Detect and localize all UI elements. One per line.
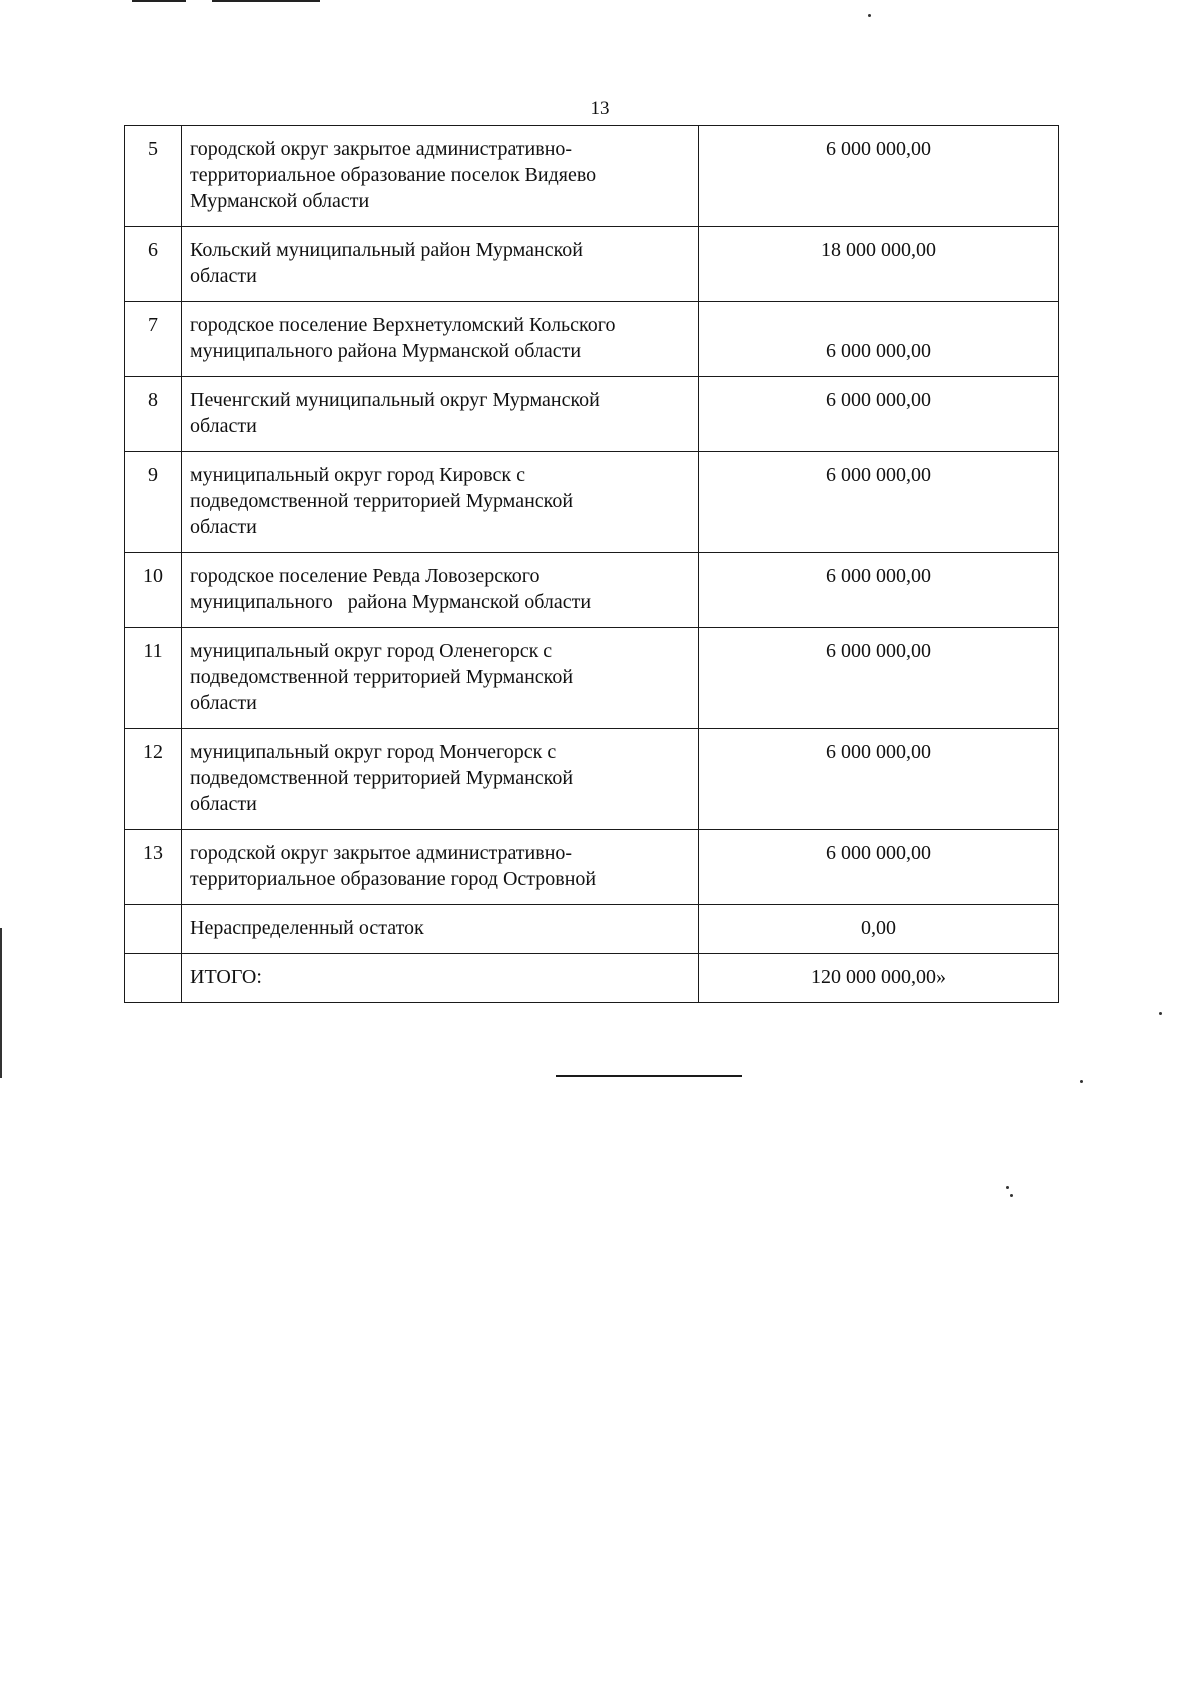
table-row [125,377,1059,452]
municipality-name [182,377,699,452]
name-line: городской округ закрытое административно- [190,842,573,864]
name-line: Печенгский муниципальный округ Мурманской [190,389,600,411]
table-row [125,729,1059,830]
top-rule-left [132,0,186,2]
amount-cell: 6 000 000,00 [699,126,1059,227]
municipality-name [182,729,699,830]
row-number: 12 [125,729,182,830]
municipality-name [182,553,699,628]
amount-cell: 6 000 000,00 [699,553,1059,628]
scan-speck [1006,1186,1009,1189]
name-line: территориальное образование поселок Видяево [190,164,597,186]
name-line: подведомственной территорией Мурманской [190,767,574,789]
scan-speck [868,14,871,17]
amount-cell: 6 000 000,00 [699,377,1059,452]
amount-cell: 6 000 000,00 [699,628,1059,729]
total-label: ИТОГО: [182,954,699,1003]
table-row-remainder [125,905,1059,954]
table-row [125,553,1059,628]
row-number: 6 [125,227,182,302]
name-line: области [190,793,257,815]
scan-speck [1010,1194,1013,1197]
top-rule-right [212,0,320,2]
row-number: 9 [125,452,182,553]
name-line: области [190,415,257,437]
scan-margin-mark [0,928,2,1078]
municipality-name [182,227,699,302]
scan-speck [1159,1012,1162,1015]
municipality-name [182,628,699,729]
name-line: области [190,265,257,287]
municipality-name [182,126,699,227]
table-row [125,302,1059,377]
row-number: 5 [125,126,182,227]
municipality-name [182,452,699,553]
name-line: муниципальный округ город Кировск с [190,464,525,486]
amount-cell: 6 000 000,00 [699,830,1059,905]
amount-cell: 18 000 000,00 [699,227,1059,302]
name-line: муниципальный округ город Оленегорск с [190,640,553,662]
name-line: городское поселение Ревда Ловозерского [190,565,540,587]
row-number: 11 [125,628,182,729]
total-amount: 120 000 000,00» [699,954,1059,1003]
remainder-amount: 0,00 [699,905,1059,954]
allocation-table [124,125,1059,1003]
row-number: 8 [125,377,182,452]
name-line: территориальное образование город Островной [190,868,597,890]
table-row [125,628,1059,729]
amount-cell: 6 000 000,00 [699,452,1059,553]
row-number-empty [125,954,182,1003]
name-line: городской округ закрытое административно- [190,138,573,160]
amount-cell: 6 000 000,00 [699,729,1059,830]
row-number-empty [125,905,182,954]
table-row [125,126,1059,227]
name-line: городское поселение Верхнетуломский Кольского [190,314,616,336]
municipality-name [182,830,699,905]
row-number: 10 [125,553,182,628]
table-row [125,227,1059,302]
remainder-label: Нераспределенный остаток [182,905,699,954]
name-line: подведомственной территорией Мурманской [190,490,574,512]
closing-line [556,1075,742,1077]
table-row [125,830,1059,905]
name-line: муниципального района Мурманской области [190,340,582,362]
name-line: области [190,516,257,538]
name-line: Мурманской области [190,190,370,212]
municipality-name [182,302,699,377]
table-row [125,452,1059,553]
row-number: 13 [125,830,182,905]
scan-speck [1080,1080,1083,1083]
name-line: муниципального района Мурманской области [190,591,592,613]
name-line: области [190,692,257,714]
name-line: Кольский муниципальный район Мурманской [190,239,583,261]
page-number: 13 [590,98,610,119]
name-line: муниципальный округ город Мончегорск с [190,741,557,763]
table-row-total [125,954,1059,1003]
amount-cell: 6 000 000,00 [699,302,1059,377]
row-number: 7 [125,302,182,377]
name-line: подведомственной территорией Мурманской [190,666,574,688]
